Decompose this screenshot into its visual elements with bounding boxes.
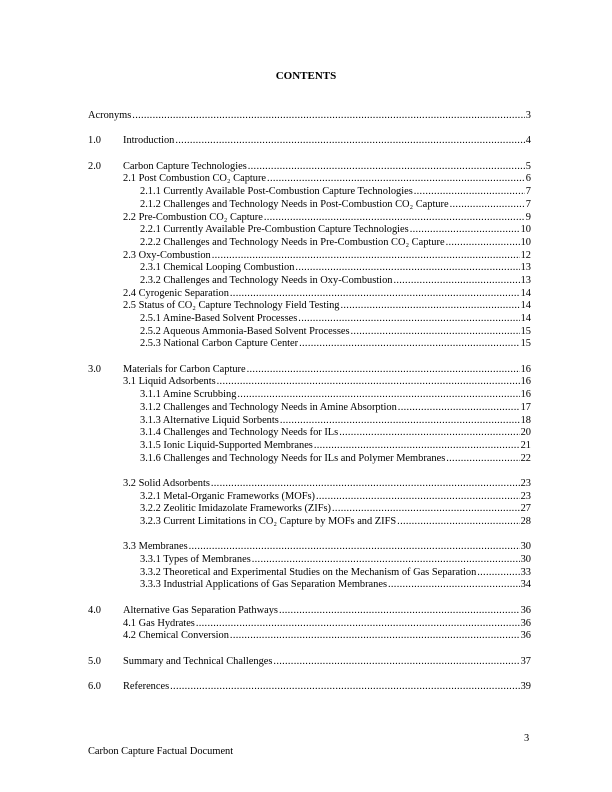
toc-entry[interactable] [88,579,531,592]
toc-section-number: 5.0 [88,655,101,667]
toc-entry[interactable] [88,224,531,237]
dot-leader [477,567,519,580]
toc-entry[interactable] [88,618,531,631]
toc-entry-title: 2.3.2 Challenges and Technology Needs in Oxy-Combustion [140,274,393,286]
toc-section-number: 6.0 [88,680,101,692]
toc-entry[interactable] [88,440,531,453]
toc-entry-title: 3.3.2 Theoretical and Experimental Studies on the Mechanism of Gas Separation [140,566,477,578]
toc-page-number: 16 [520,389,531,401]
toc-entry-title: Summary and Technical Challenges [123,655,273,667]
toc-page-number: 13 [520,262,531,274]
toc-entry[interactable] [88,275,531,288]
toc-page-number: 7 [525,198,531,210]
toc-entry[interactable] [88,262,531,275]
dot-leader [299,338,519,351]
toc-page-number: 39 [520,680,531,692]
toc-page-number: 4 [525,135,531,147]
dot-leader [217,376,520,389]
toc-entry[interactable] [88,415,531,428]
dot-leader [211,478,520,491]
dot-leader [316,491,520,504]
toc-entry-title: Carbon Capture Technologies [123,160,247,172]
toc-page-number: 20 [520,427,531,439]
spacer [88,643,531,656]
dot-leader [237,389,519,402]
toc-entry-title: 2.5.3 National Carbon Capture Center [140,338,299,350]
dot-leader [230,630,520,643]
dot-leader [314,440,520,453]
table-of-contents [88,110,531,694]
toc-entry-title: 2.2.1 Currently Available Pre-Combustion Capture Technologies [140,224,409,236]
toc-page-number: 36 [520,617,531,629]
toc-entry[interactable] [88,503,531,516]
toc-entry[interactable] [88,554,531,567]
toc-entry[interactable] [88,237,531,250]
toc-page-number: 30 [520,554,531,566]
dot-leader [230,288,520,301]
toc-page-number: 12 [520,249,531,261]
dot-leader [189,541,520,554]
toc-page-number: 7 [525,186,531,198]
dot-leader [248,161,525,174]
dot-leader [267,173,525,186]
toc-page-number: 37 [520,655,531,667]
toc-entry[interactable] [88,338,531,351]
toc-entry-title: 2.1 Post Combustion CO₂ Capture [123,173,267,185]
toc-entry-title: 3.1 Liquid Adsorbents [123,376,216,388]
toc-entry[interactable] [88,199,531,212]
spacer [88,668,531,681]
toc-page-number: 27 [520,503,531,515]
toc-entry-title: 4.1 Gas Hydrates [123,617,195,629]
toc-entry-title: References [123,680,170,692]
toc-entry[interactable] [88,135,531,148]
spacer [88,351,531,364]
toc-page-number: 14 [520,313,531,324]
dot-leader [175,135,524,148]
dot-leader [341,300,520,313]
toc-page-number: 21 [520,439,531,451]
dot-leader [264,212,525,225]
toc-entry[interactable] [88,326,531,339]
toc-entry[interactable] [88,567,531,580]
toc-entry-title: 2.3 Oxy-Combustion [123,249,211,261]
toc-entry-title: 3.2.3 Current Limitations in CO₂ Capture by MOFs and ZIFS [140,516,397,527]
toc-entry[interactable] [88,427,531,440]
toc-entry[interactable] [88,364,531,377]
toc-entry[interactable] [88,516,531,529]
spacer [88,148,531,161]
toc-page-number: 16 [520,363,531,375]
toc-entry-title: 2.1.1 Currently Available Post-Combustion Capture Technologies [140,186,413,198]
page-number: 3 [524,733,530,744]
toc-page-number: 23 [520,477,531,489]
dot-leader [247,364,520,377]
toc-entry-title: 2.5.2 Aqueous Ammonia-Based Solvent Processes [140,325,350,337]
toc-section-number: 3.0 [88,363,101,375]
toc-entry-title: 2.5.1 Amine-Based Solvent Processes [140,313,298,324]
document-footer: Carbon Capture Factual Document [88,746,234,757]
toc-entry[interactable] [88,313,531,326]
toc-section-number: 2.0 [88,160,101,172]
toc-page-number: 30 [520,541,531,553]
toc-entry[interactable] [88,389,531,402]
toc-entry-title: Acronyms [88,110,132,121]
toc-entry-title: 3.2.1 Metal-Organic Frameworks (MOFs) [140,490,315,502]
toc-page-number: 23 [520,490,531,502]
toc-page-number: 34 [520,579,531,591]
toc-page-number: 10 [520,224,531,236]
toc-entry-title: 3.3 Membranes [123,541,188,553]
dot-leader [170,681,519,694]
toc-entry-title: 2.4 Cyrogenic Separation [123,287,229,299]
dot-leader [332,503,520,516]
toc-page-number: 18 [520,414,531,426]
dot-leader [196,618,520,631]
toc-entry[interactable] [88,161,531,174]
toc-entry[interactable] [88,212,531,225]
toc-entry-title: 3.1.5 Ionic Liquid-Supported Membranes [140,439,313,451]
dot-leader [295,262,519,275]
toc-entry[interactable] [88,453,531,466]
toc-entry-title: 3.3.3 Industrial Applications of Gas Separation Membranes [140,579,388,591]
toc-entry-title: 3.1.4 Challenges and Technology Needs for ILs [140,427,339,439]
toc-page-number: 9 [525,211,531,223]
toc-page-number: 17 [520,401,531,413]
toc-entry[interactable] [88,173,531,186]
toc-entry[interactable] [88,630,531,643]
toc-page-number: 5 [525,160,531,172]
toc-entry[interactable] [88,478,531,491]
toc-entry-title: 3.1.1 Amine Scrubbing [140,389,237,401]
toc-page-number: 36 [520,604,531,616]
toc-page-number: 14 [520,287,531,299]
toc-entry-title: 2.2.2 Challenges and Technology Needs in Pre-Combustion CO₂ Capture [140,236,445,248]
dot-leader [279,605,520,618]
dot-leader [339,427,519,440]
dot-leader [410,224,520,237]
dot-leader [388,579,520,592]
toc-page-number: 15 [520,338,531,350]
spacer [88,592,531,605]
toc-entry-title: 4.2 Chemical Conversion [123,630,229,642]
toc-entry-title: Materials for Carbon Capture [123,363,246,375]
spacer [88,465,531,478]
toc-entry-title: 3.2.2 Zeolitic Imidazolate Frameworks (ZIFs) [140,503,332,515]
toc-page-number: 36 [520,630,531,642]
toc-entry[interactable] [88,491,531,504]
toc-page-number: 33 [520,566,531,578]
toc-page-number: 10 [520,236,531,248]
toc-entry[interactable] [88,656,531,669]
toc-entry[interactable] [88,288,531,301]
toc-page-number: 16 [520,376,531,388]
toc-entry-title: 3.1.3 Alternative Liquid Sorbents [140,414,279,426]
toc-entry-title: 3.1.6 Challenges and Technology Needs for ILs and Polymer Membranes [140,452,446,464]
toc-entry-title: Introduction [123,135,175,147]
toc-entry-title: 2.2 Pre-Combustion CO₂ Capture [123,211,263,223]
toc-entry[interactable] [88,186,531,199]
dot-leader [280,415,520,428]
toc-entry[interactable] [88,300,531,313]
toc-entry-title: 2.5 Status of CO₂ Capture Technology Field Testing [123,300,340,312]
toc-entry[interactable] [88,110,531,123]
dot-leader [298,313,519,326]
dot-leader [252,554,520,567]
toc-entry[interactable] [88,605,531,618]
dot-leader [393,275,519,288]
toc-section-number: 1.0 [88,135,101,147]
toc-section-number: 4.0 [88,604,101,616]
toc-entry[interactable] [88,250,531,263]
toc-entry-title: 3.3.1 Types of Membranes [140,554,251,566]
toc-entry-title: 2.3.1 Chemical Looping Combustion [140,262,295,274]
dot-leader [351,326,520,339]
toc-page-number: 13 [520,274,531,286]
dot-leader [273,656,519,669]
dot-leader [446,453,519,466]
page-title: CONTENTS [275,70,337,82]
toc-entry[interactable] [88,376,531,389]
dot-leader [397,516,519,529]
toc-entry[interactable] [88,681,531,694]
dot-leader [450,199,525,212]
toc-entry-title: 2.1.2 Challenges and Technology Needs in Post-Combustion CO₂ Capture [140,198,449,210]
toc-page-number: 14 [520,300,531,312]
toc-entry[interactable] [88,402,531,415]
toc-entry[interactable] [88,541,531,554]
spacer [88,123,531,136]
toc-page-number: 15 [520,325,531,337]
dot-leader [398,402,520,415]
toc-page-number: 22 [520,452,531,464]
dot-leader [446,237,520,250]
dot-leader [132,110,525,123]
spacer [88,529,531,542]
toc-page-number: 28 [520,516,531,527]
dot-leader [212,250,520,263]
toc-page-number: 6 [525,173,531,185]
toc-entry-title: 3.2 Solid Adsorbents [123,477,210,489]
dot-leader [414,186,525,199]
toc-entry-title: 3.1.2 Challenges and Technology Needs in Amine Absorption [140,401,397,413]
toc-page-number: 3 [525,110,531,121]
toc-entry-title: Alternative Gas Separation Pathways [123,604,278,616]
